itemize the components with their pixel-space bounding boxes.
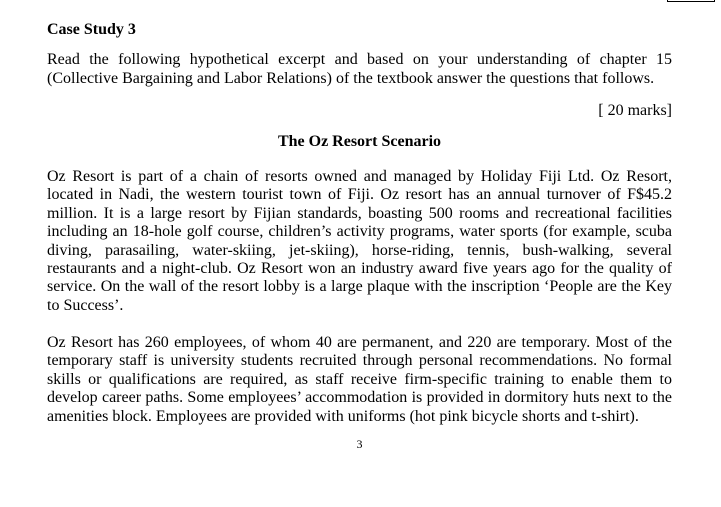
case-study-heading: Case Study 3: [47, 21, 136, 38]
scenario-paragraph-1: Oz Resort is part of a chain of resorts owned and managed by Holiday Fiji Ltd. Oz Resort, located in Nadi, the western tourist town of Fiji. Oz resort has an annual turnover of F$45.2 million. It is a large resort by Fijian standards, boasting 500 rooms and recreational facilities including an 18-hole golf course, children’s activity programs, water sports (for example, scuba diving, parasailing, water-skiing, jet-skiing), horse-riding, tennis, bush-walking, several restaurants and a night-club. Oz Resort won an industry award five years ago for the quality of service. On the wall of the resort lobby is a large plaque with the inscription ‘People are the Key to Success’.: [47, 168, 672, 314]
marks-label: [ 20 marks]: [598, 102, 672, 119]
page-number: 3: [356, 437, 363, 451]
page-top-bracket: [667, 0, 715, 2]
intro-paragraph: Read the following hypothetical excerpt and based on your understanding of chapter 15 (Collective Bargaining and Labor Relations) of the textbook answer the questions that follows.: [47, 51, 672, 87]
scenario-title: The Oz Resort Scenario: [277, 133, 442, 150]
scenario-paragraph-2: Oz Resort has 260 employees, of whom 40 are permanent, and 220 are temporary. Most of the temporary staff is university students recruited through personal recommendations. No formal skills or qualifications are required, as staff receive firm-specific training to enable them to develop career paths. Some employees’ accommodation is provided in dormitory huts next to the amenities block. Employees are provided with uniforms (hot pink bicycle shorts and t-shirt).: [47, 334, 672, 425]
